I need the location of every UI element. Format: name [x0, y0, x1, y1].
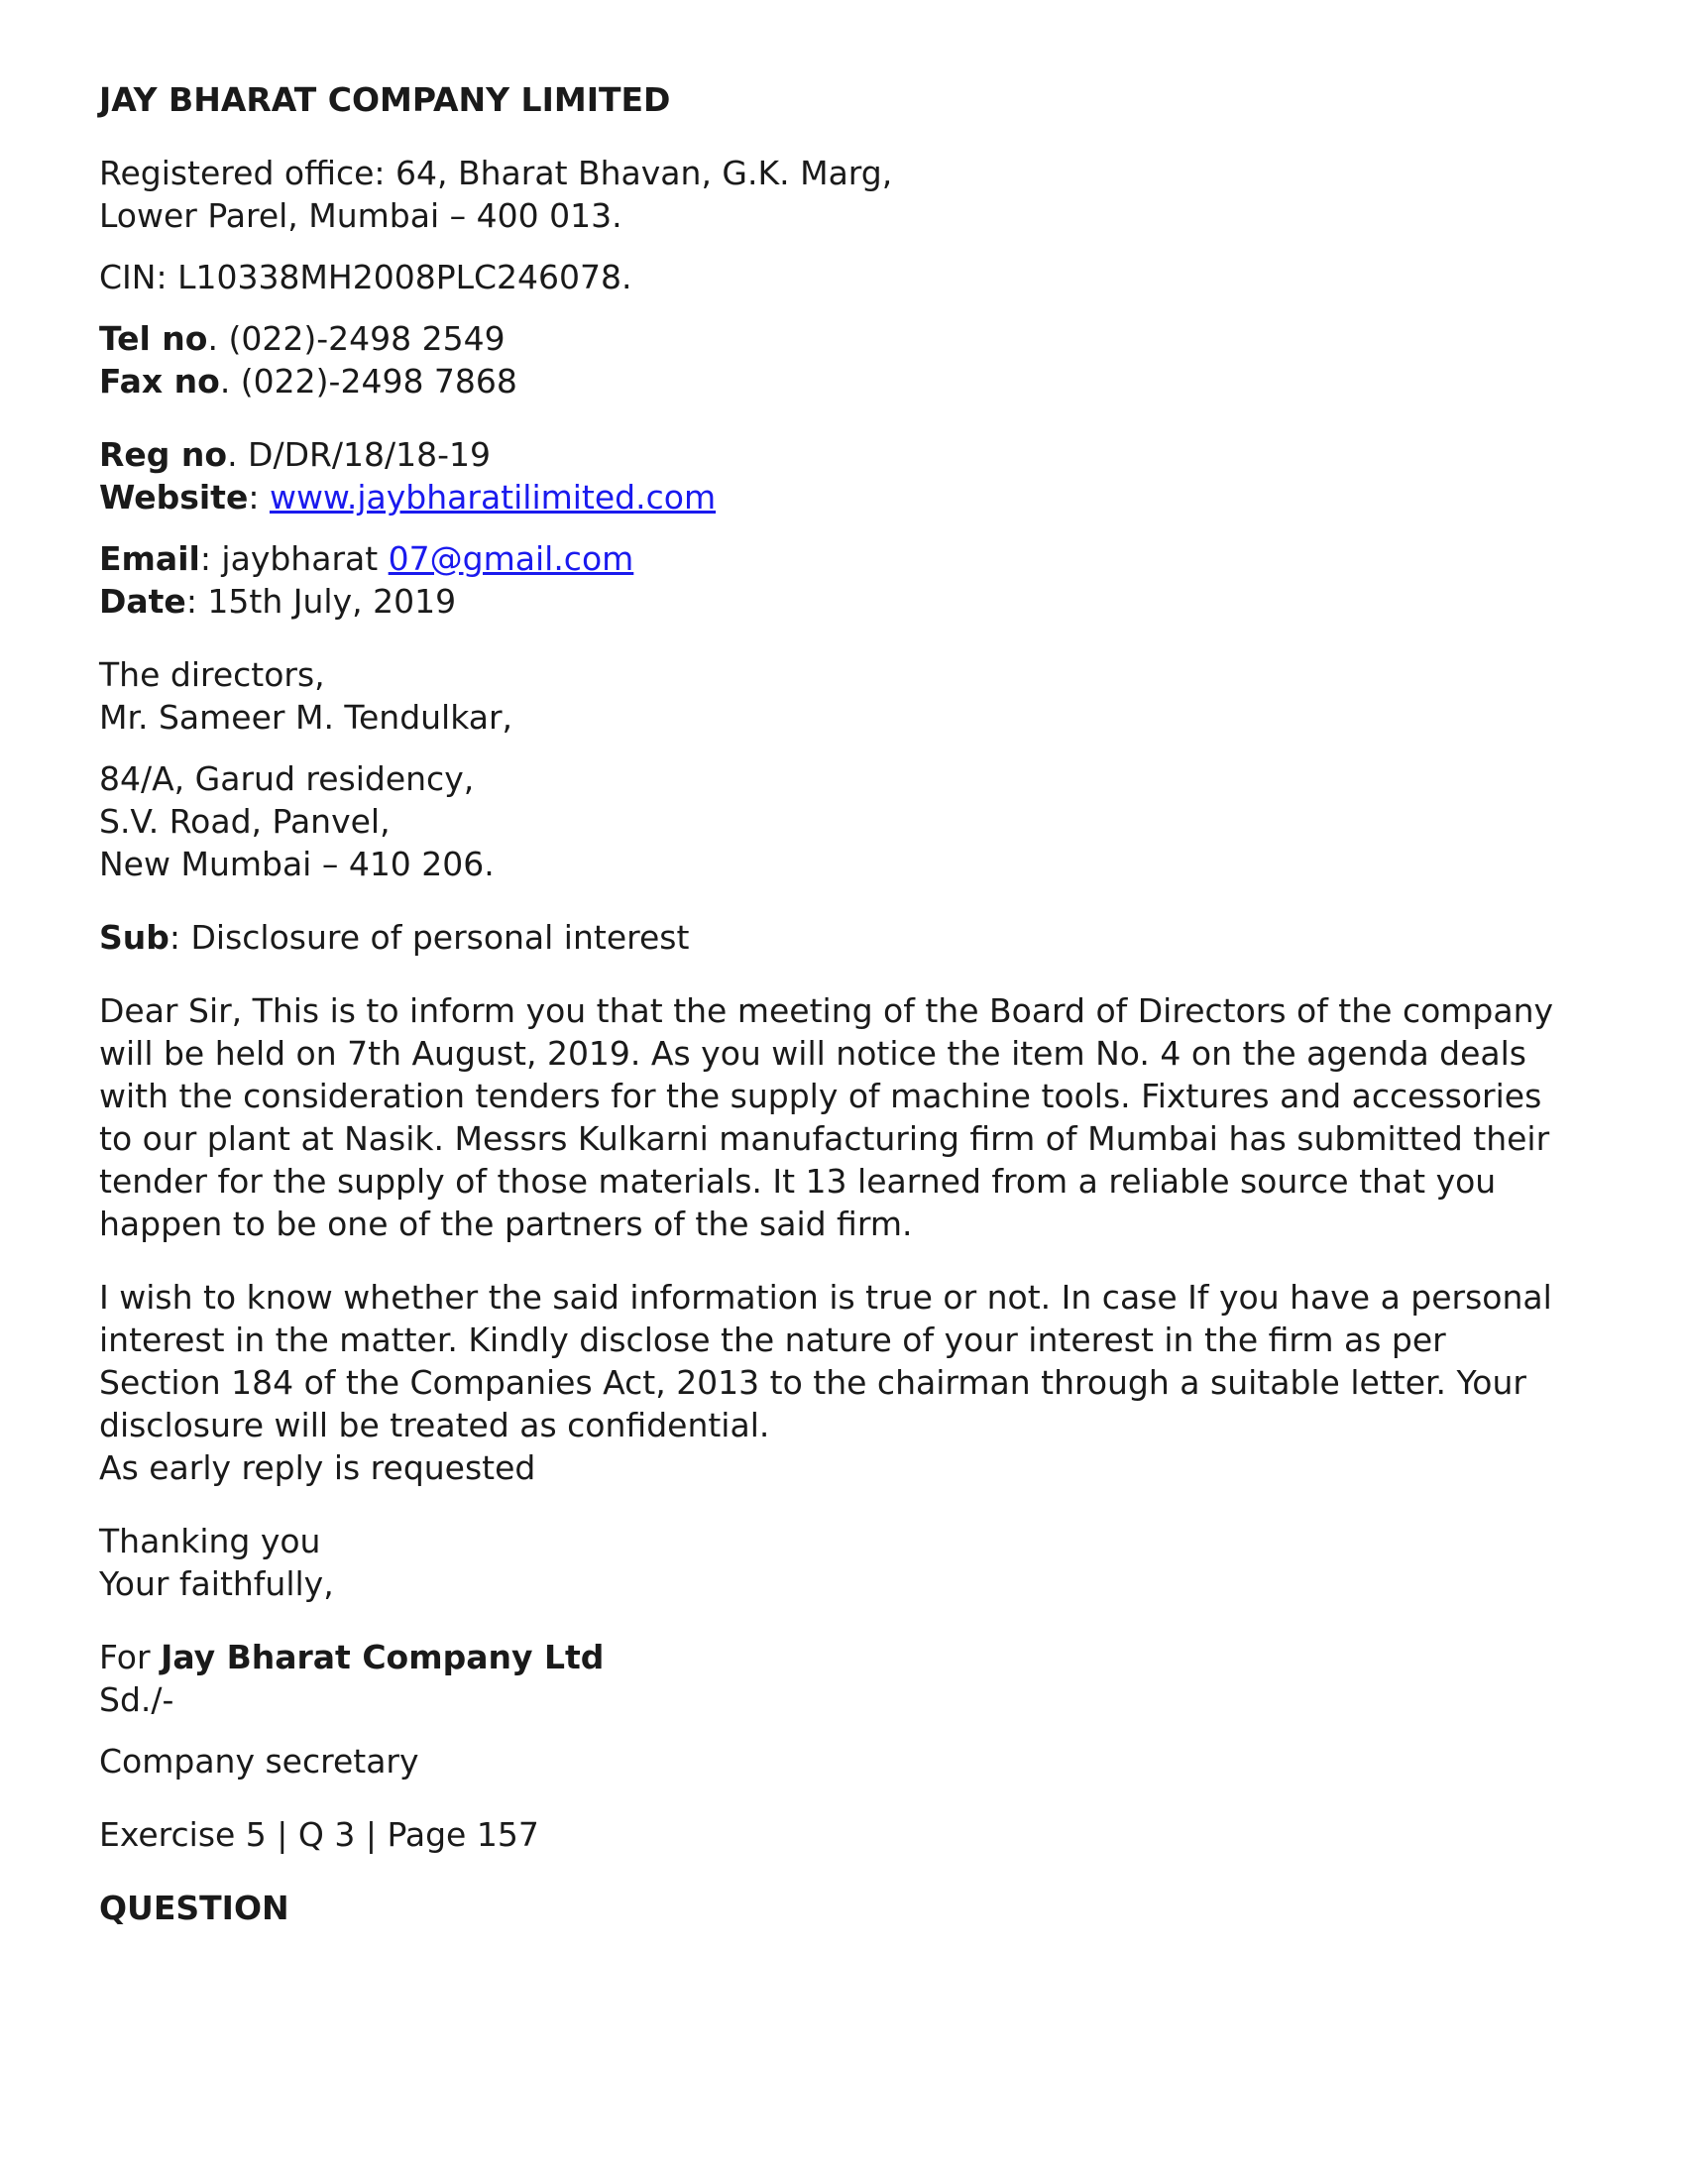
body-para1-line: with the consideration tenders for the supply of machine tools. Fixtures and accessories — [99, 1077, 1542, 1115]
spacer — [99, 623, 1606, 653]
subject-row — [99, 916, 1606, 959]
reg-row — [99, 433, 1606, 476]
email-row — [99, 537, 1606, 580]
spacer — [99, 1605, 1606, 1636]
body-para2-line: Section 184 of the Companies Act, 2013 to the chairman through a suitable letter. Your — [99, 1363, 1526, 1402]
email-link[interactable]: 07@gmail.com — [388, 539, 634, 578]
address-line-1: Registered office: 64, Bharat Bhavan, G.K. Marg, — [99, 154, 893, 192]
body-para1-line: will be held on 7th August, 2019. As you will notice the item No. 4 on the agenda deals — [99, 1034, 1526, 1073]
date-label: Date — [99, 582, 186, 621]
spacer — [99, 1782, 1606, 1813]
spacer — [99, 121, 1606, 152]
email-label: Email — [99, 539, 200, 578]
closing-line-1: Thanking you — [99, 1522, 321, 1560]
recipient-address-3: New Mumbai – 410 206. — [99, 845, 495, 883]
reg-label: Reg no — [99, 435, 228, 474]
section-heading: QUESTION — [99, 1889, 289, 1927]
body-para1-line: Dear Sir, This is to inform you that the meeting of the Board of Directors of the company — [99, 991, 1554, 1030]
body-para2-line: disclosure will be treated as confidential. — [99, 1406, 770, 1444]
tel-row — [99, 317, 1606, 360]
fax-value: . (022)-2498 7868 — [219, 362, 517, 401]
date-row — [99, 580, 1606, 623]
signed-mark: Sd./- — [99, 1680, 174, 1719]
subject-label: Sub — [99, 918, 169, 957]
spacer — [99, 885, 1606, 916]
recipient-address-2: S.V. Road, Panvel, — [99, 802, 391, 841]
website-link[interactable]: www.jaybharatilimited.com — [269, 478, 717, 517]
tel-value: . (022)-2498 2549 — [207, 319, 506, 358]
body-para2-line: interest in the matter. Kindly disclose the nature of your interest in the firm as per — [99, 1321, 1446, 1359]
body-para1-line: to our plant at Nasik. Messrs Kulkarni manufacturing firm of Mumbai has submitted their — [99, 1119, 1550, 1158]
spacer — [99, 1721, 1606, 1740]
designation: Company secretary — [99, 1742, 419, 1781]
email-prefix: : jaybharat — [199, 539, 389, 578]
website-label: Website — [99, 478, 249, 517]
for-prefix: For — [99, 1638, 162, 1676]
fax-row — [99, 360, 1606, 402]
address-line-2: Lower Parel, Mumbai – 400 013. — [99, 196, 622, 235]
spacer — [99, 1489, 1606, 1520]
reg-value: . D/DR/18/18-19 — [227, 435, 492, 474]
website-row — [99, 476, 1606, 518]
spacer — [99, 1856, 1606, 1887]
spacer — [99, 402, 1606, 433]
spacer — [99, 298, 1606, 317]
spacer — [99, 739, 1606, 757]
body-para2-line: I wish to know whether the said information is true or not. In case If you have a personal — [99, 1278, 1552, 1317]
company-name: JAY BHARAT COMPANY LIMITED — [99, 80, 671, 119]
body-para2-line: As early reply is requested — [99, 1448, 536, 1487]
signatory-company: Jay Bharat Company Ltd — [161, 1638, 605, 1676]
fax-label: Fax no — [99, 362, 220, 401]
signatory-row — [99, 1636, 1606, 1678]
subject-text: : Disclosure of personal interest — [169, 918, 690, 957]
exercise-reference: Exercise 5 | Q 3 | Page 157 — [99, 1815, 539, 1854]
cin-number: CIN: L10338MH2008PLC246078. — [99, 258, 632, 296]
recipient-line-2: Mr. Sameer M. Tendulkar, — [99, 698, 513, 737]
website-separator: : — [248, 478, 270, 517]
recipient-line-1: The directors, — [99, 655, 325, 694]
spacer — [99, 1245, 1606, 1276]
letter-page — [99, 78, 1606, 1929]
date-value: : 15th July, 2019 — [185, 582, 457, 621]
tel-label: Tel no — [99, 319, 208, 358]
spacer — [99, 237, 1606, 256]
recipient-address-1: 84/A, Garud residency, — [99, 759, 475, 798]
spacer — [99, 959, 1606, 989]
body-para1-line: tender for the supply of those materials. It 13 learned from a reliable source that you — [99, 1162, 1497, 1201]
spacer — [99, 518, 1606, 537]
closing-line-2: Your faithfully, — [99, 1564, 334, 1603]
body-para1-line: happen to be one of the partners of the said firm. — [99, 1205, 913, 1243]
